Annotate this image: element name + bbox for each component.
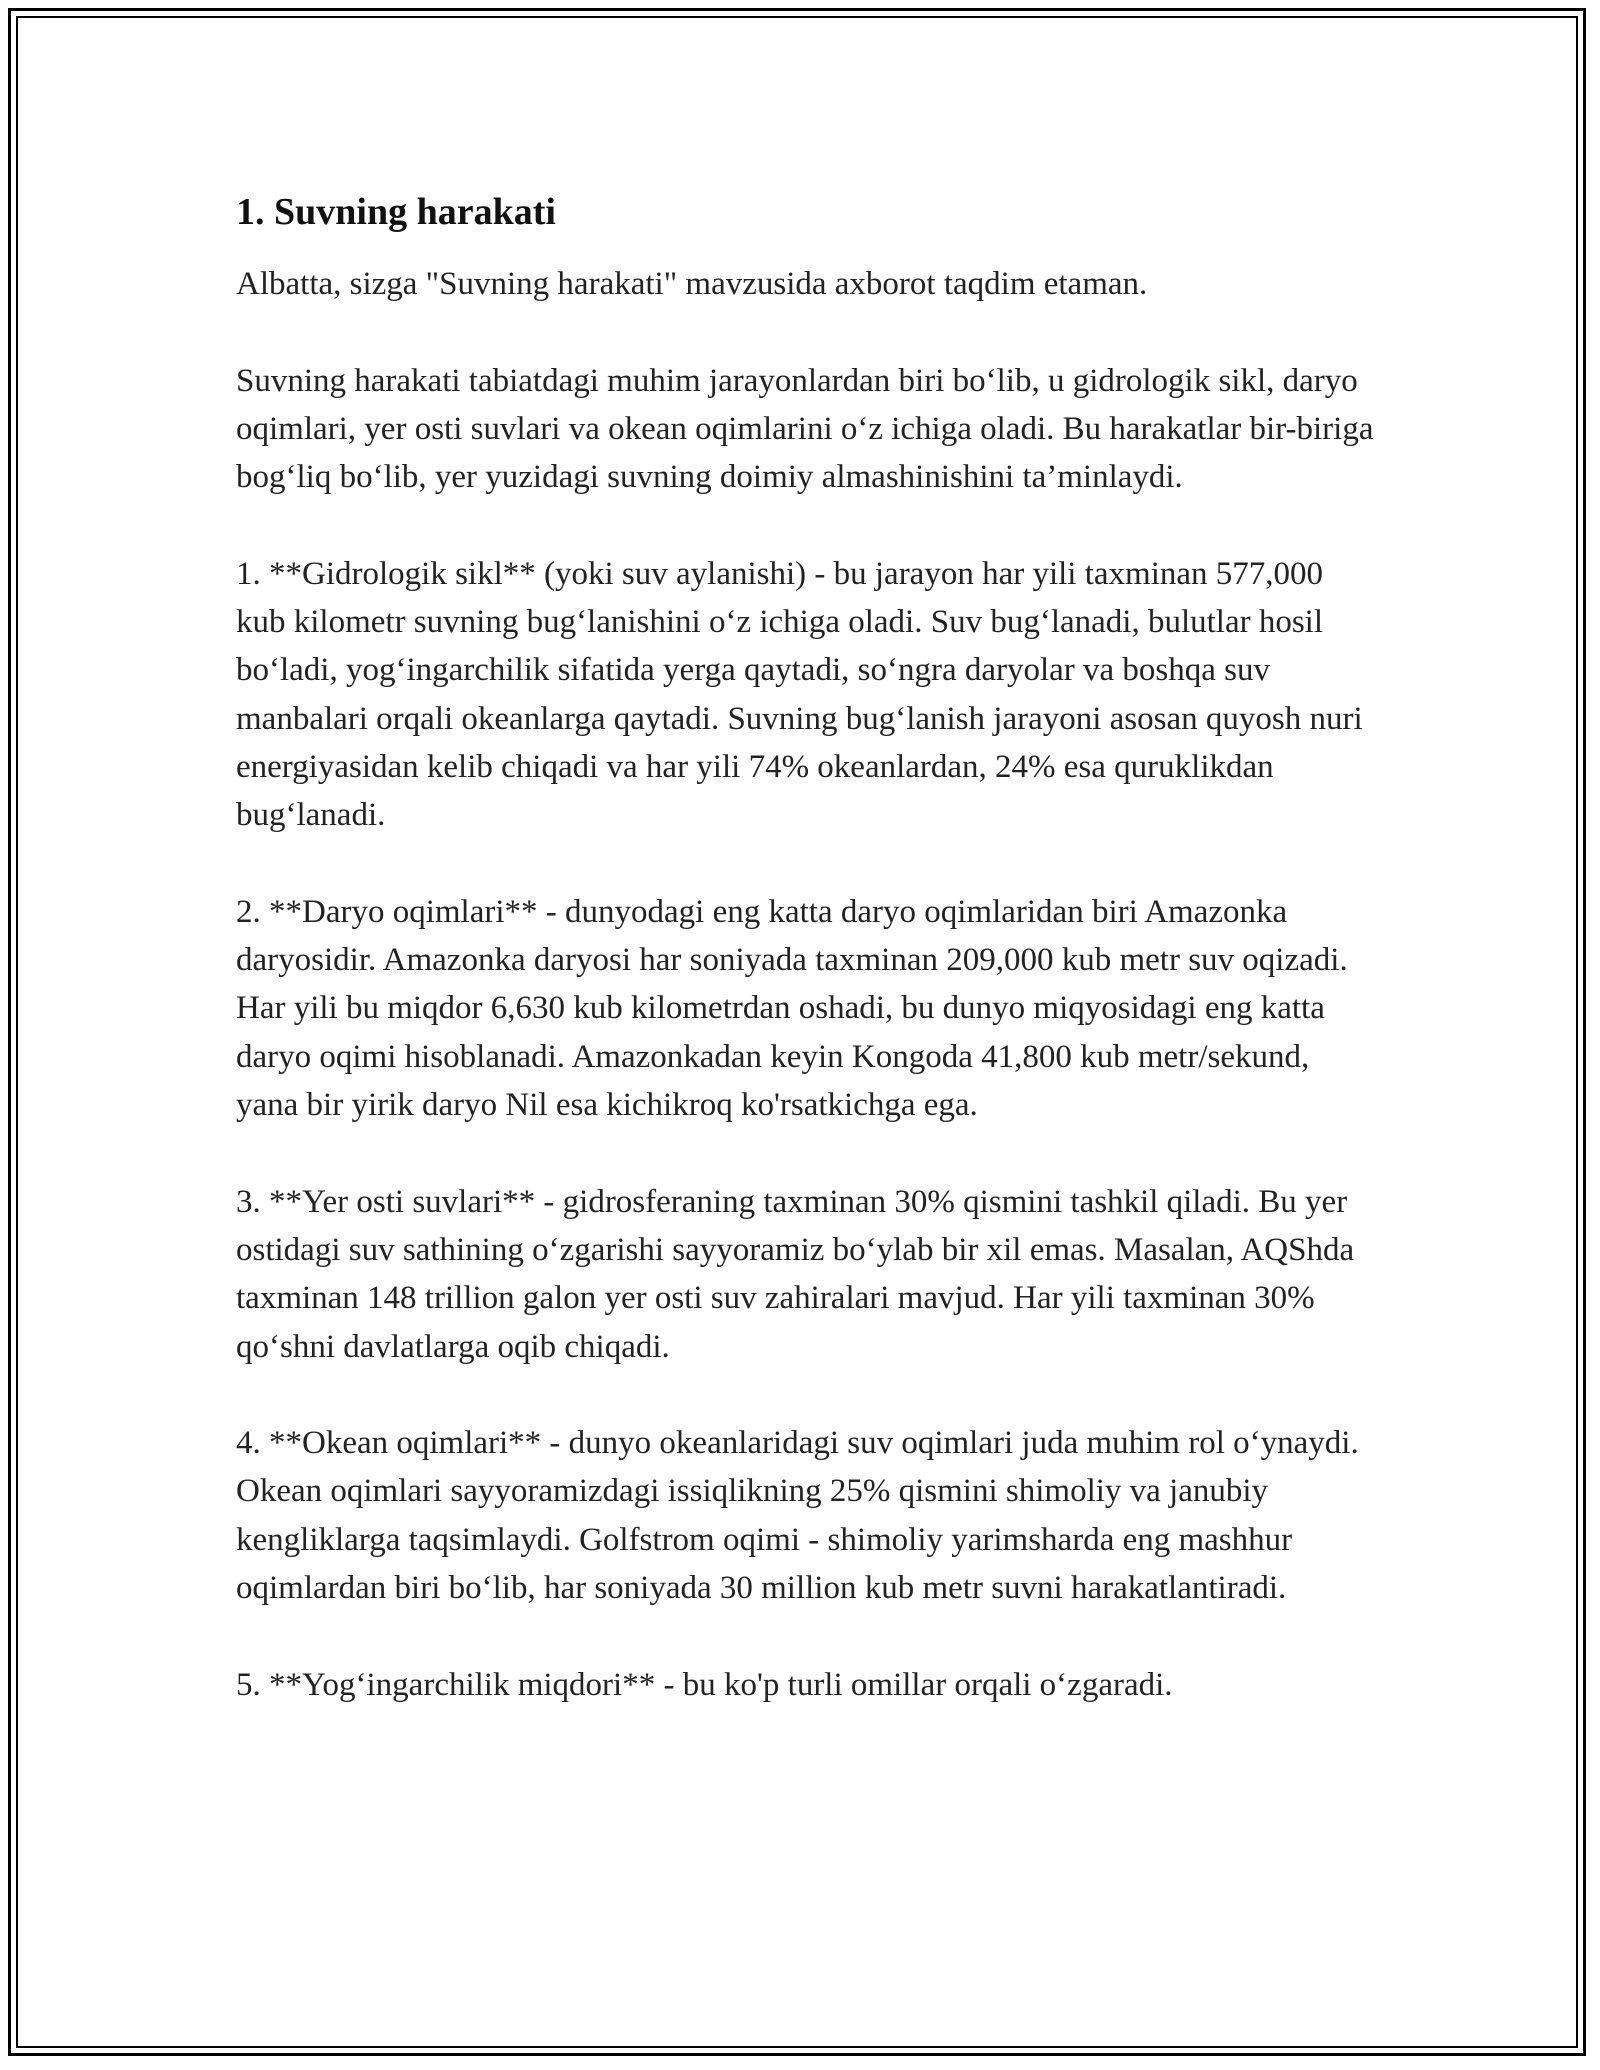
document-body <box>236 186 1378 1757</box>
precipitation-paragraph: 5. **Yog‘ingarchilik miqdori** - bu ko'p turli omillar orqali o‘zgaradi. <box>236 1666 1173 1703</box>
overview-paragraph: Suvning harakati tabiatdagi muhim jarayonlardan biri bo‘lib, u gidrologik sikl, daryo oqimlari, yer osti suvlari va okean oqimlarini o‘z ichiga oladi. Bu harakatlar bir-biriga bog‘liq bo‘lib, yer yuzidagi suvning doimiy almashinishini ta’minlaydi. <box>236 362 1374 496</box>
document-title: 1. Suvning harakati <box>236 191 556 233</box>
intro-paragraph: Albatta, sizga "Suvning harakati" mavzusida axborot taqdim etaman. <box>236 266 1148 302</box>
groundwater-paragraph: 3. **Yer osti suvlari** - gidrosferaning taxminan 30% qismini tashkil qiladi. Bu yer ostidagi suv sathining o‘zgarishi sayyoramiz bo‘ylab bir xil emas. Masalan, AQShda taxminan 148 trillion galon yer osti suv zahiralari mavjud. Har yili taxminan 30% qo‘shni davlatlarga oqib chiqadi. <box>236 1183 1355 1365</box>
ocean-currents-paragraph: 4. **Okean oqimlari** - dunyo okeanlaridagi suv oqimlari juda muhim rol o‘ynaydi. Okean oqimlari sayyoramizdagi issiqlikning 25% qismini shimoliy va janubiy kengliklarga taqsimlaydi. Golfstrom oqimi - shimoliy yarimsharda eng mashhur oqimlardan biri bo‘lib, har soniyada 30 million kub metr suvni harakatlantiradi. <box>236 1425 1359 1607</box>
river-flows-paragraph: 2. **Daryo oqimlari** - dunyodagi eng katta daryo oqimlaridan biri Amazonka daryosidir. Amazonka daryosi har soniyada taxminan 209,000 kub metr suv oqizadi. Har yili bu miqdor 6,630 kub kilometrdan oshadi, bu dunyo miqyosidagi eng katta daryo oqimi hisoblanadi. Amazonkadan keyin Kongoda 41,800 kub metr/sekund, yana bir yirik daryo Nil esa kichikroq ko'rsatkichga ega. <box>236 893 1348 1124</box>
hydrologic-cycle-paragraph: 1. **Gidrologik sikl** (yoki suv aylanishi) - bu jarayon har yili taxminan 577,000 kub kilometr suvning bug‘lanishini o‘z ichiga oladi. Suv bug‘lanadi, bulutlar hosil bo‘ladi, yog‘ingarchilik sifatida yerga qaytadi, so‘ngra daryolar va boshqa suv manbalari orqali okeanlarga qaytadi. Suvning bug‘lanish jarayoni asosan quyosh nuri energiyasidan kelib chiqadi va har yili 74% okeanlardan, 24% esa quruklikdan bug‘lanadi. <box>236 555 1363 834</box>
